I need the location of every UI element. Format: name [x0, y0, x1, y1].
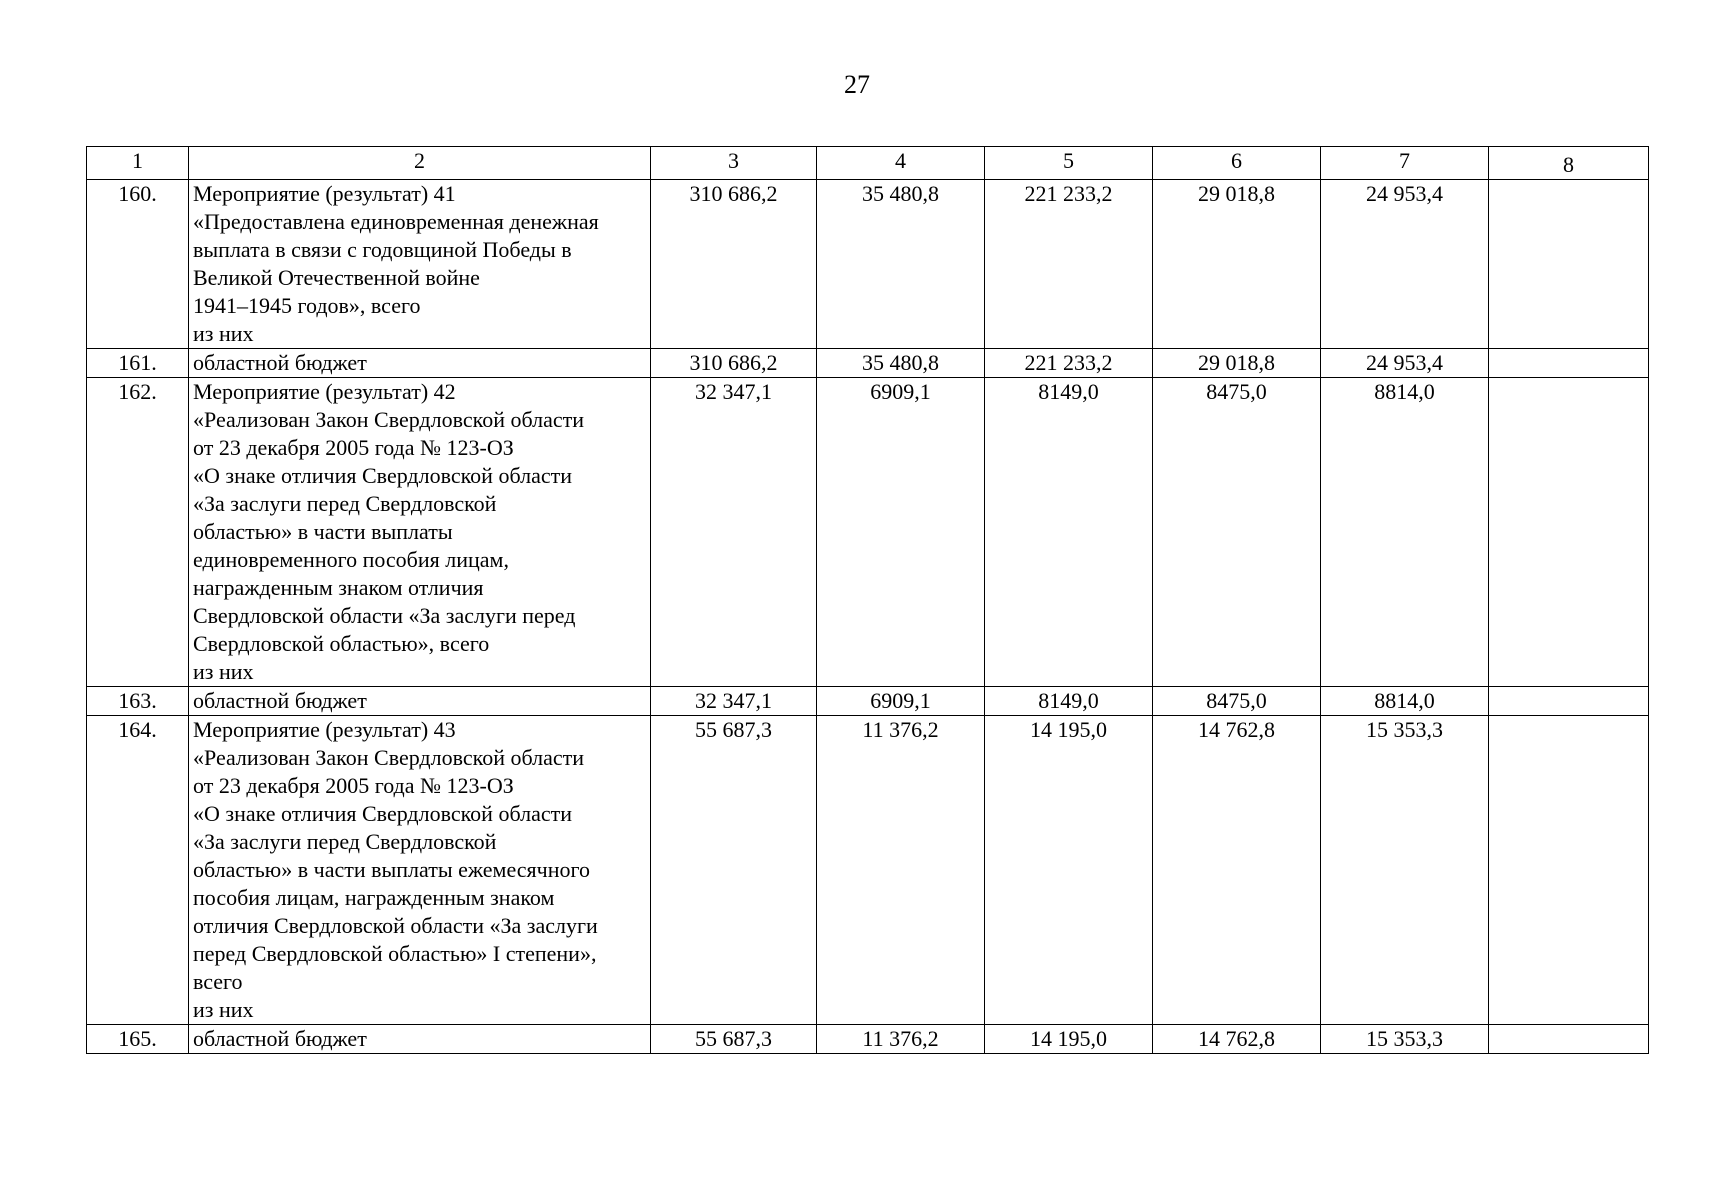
row-description: Мероприятие (результат) 42 «Реализован Закон Свердловской области от 23 декабря 2005 года № 123-ОЗ «О знаке отличия Свердловской области «За заслуги перед Свердловской областью» в части выплаты единовременного пособия лицам, награжденным знаком отличия Свердловской области «За заслуги перед Свердловской областью», всего из них — [189, 378, 651, 687]
col-header-4: 4 — [817, 147, 985, 180]
budget-table — [86, 146, 1649, 1054]
table-row — [87, 687, 1649, 716]
row-number: 164. — [87, 716, 189, 1025]
cell-col-6: 8475,0 — [1153, 687, 1321, 716]
cell-col-4: 11 376,2 — [817, 1025, 985, 1054]
cell-col-3: 32 347,1 — [651, 687, 817, 716]
col-header-5: 5 — [985, 147, 1153, 180]
row-description: Мероприятие (результат) 43 «Реализован Закон Свердловской области от 23 декабря 2005 года № 123-ОЗ «О знаке отличия Свердловской области «За заслуги перед Свердловской областью» в части выплаты ежемесячного пособия лицам, награжденным знаком отличия Свердловской области «За заслуги перед Свердловской областью» I степени», всего из них — [189, 716, 651, 1025]
cell-col-4: 6909,1 — [817, 378, 985, 687]
table-row — [87, 180, 1649, 349]
cell-col-8 — [1489, 716, 1649, 1025]
cell-col-6: 29 018,8 — [1153, 349, 1321, 378]
cell-col-4: 6909,1 — [817, 687, 985, 716]
table-row — [87, 716, 1649, 1025]
cell-col-7: 24 953,4 — [1321, 349, 1489, 378]
cell-col-7: 8814,0 — [1321, 687, 1489, 716]
row-description: областной бюджет — [189, 349, 651, 378]
cell-col-4: 35 480,8 — [817, 349, 985, 378]
row-description: областной бюджет — [189, 1025, 651, 1054]
col-header-2: 2 — [189, 147, 651, 180]
cell-col-3: 310 686,2 — [651, 349, 817, 378]
col-header-8: 8 — [1489, 147, 1649, 180]
cell-col-5: 221 233,2 — [985, 180, 1153, 349]
row-number: 161. — [87, 349, 189, 378]
col-header-3: 3 — [651, 147, 817, 180]
cell-col-8 — [1489, 1025, 1649, 1054]
cell-col-5: 14 195,0 — [985, 1025, 1153, 1054]
cell-col-5: 14 195,0 — [985, 716, 1153, 1025]
page-number: 27 — [844, 70, 870, 99]
cell-col-8 — [1489, 378, 1649, 687]
cell-col-7: 8814,0 — [1321, 378, 1489, 687]
header-row — [87, 147, 1649, 180]
cell-col-7: 15 353,3 — [1321, 716, 1489, 1025]
cell-col-3: 310 686,2 — [651, 180, 817, 349]
row-number: 162. — [87, 378, 189, 687]
row-description: Мероприятие (результат) 41 «Предоставлена единовременная денежная выплата в связи с годовщиной Победы в Великой Отечественной войне 1941–1945 годов», всего из них — [189, 180, 651, 349]
col-header-1: 1 — [87, 147, 189, 180]
cell-col-6: 14 762,8 — [1153, 1025, 1321, 1054]
row-description: областной бюджет — [189, 687, 651, 716]
row-number: 165. — [87, 1025, 189, 1054]
col-header-7: 7 — [1321, 147, 1489, 180]
col-header-6: 6 — [1153, 147, 1321, 180]
cell-col-8 — [1489, 180, 1649, 349]
cell-col-4: 35 480,8 — [817, 180, 985, 349]
cell-col-3: 55 687,3 — [651, 1025, 817, 1054]
cell-col-7: 15 353,3 — [1321, 1025, 1489, 1054]
row-number: 163. — [87, 687, 189, 716]
cell-col-6: 14 762,8 — [1153, 716, 1321, 1025]
cell-col-5: 8149,0 — [985, 378, 1153, 687]
cell-col-5: 221 233,2 — [985, 349, 1153, 378]
table-row — [87, 349, 1649, 378]
cell-col-8 — [1489, 687, 1649, 716]
cell-col-3: 32 347,1 — [651, 378, 817, 687]
cell-col-4: 11 376,2 — [817, 716, 985, 1025]
table-row — [87, 378, 1649, 687]
row-number: 160. — [87, 180, 189, 349]
cell-col-8 — [1489, 349, 1649, 378]
cell-col-6: 8475,0 — [1153, 378, 1321, 687]
cell-col-6: 29 018,8 — [1153, 180, 1321, 349]
cell-col-5: 8149,0 — [985, 687, 1153, 716]
cell-col-7: 24 953,4 — [1321, 180, 1489, 349]
cell-col-3: 55 687,3 — [651, 716, 817, 1025]
table-row — [87, 1025, 1649, 1054]
